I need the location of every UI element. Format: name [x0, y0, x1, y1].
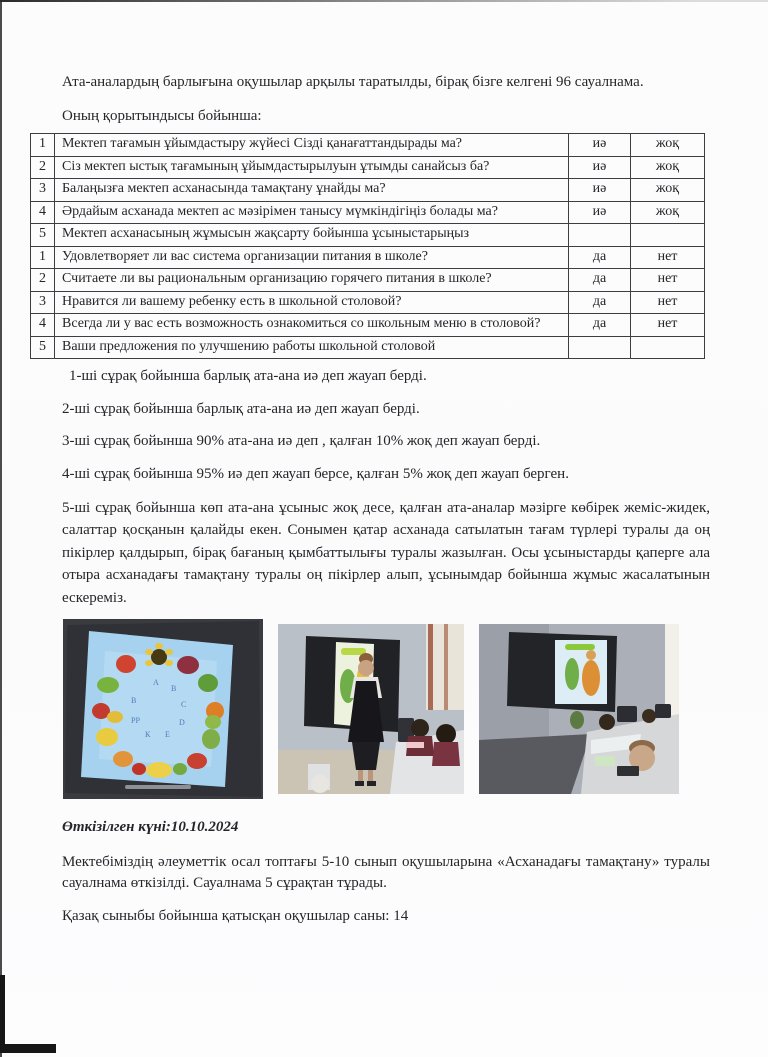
- table-row: [31, 269, 705, 291]
- yes-answer-cell: да: [569, 314, 631, 336]
- finding-paragraph: 5-ші сұрақ бойынша көп ата-ана ұсыныс жоқ десе, қалған ата-аналар мәзірге көбірек жеміс-жидек, салаттар қосқанын қалайды екен. Сонымен қатар асханада сатылатын тағам түрлері туралы да оң пікірлер қалдырып, бірақ бағаның қымбаттылығы туралы жазылған. Осы ұсыныстарды қаперге ала отыра асханадағы тамақтану туралы оң пікірлер алып, ұсынымдар бойынша жұмыс жасалатынын ескереміз.: [62, 499, 710, 606]
- table-row: [31, 201, 705, 223]
- question-cell: Балаңызға мектеп асханасында тамақтану ұнайды ма?: [55, 179, 569, 201]
- no-answer-cell: нет: [631, 246, 705, 268]
- survey-table: [30, 133, 705, 359]
- conducted-date-line: Өткізілген күні:10.10.2024: [62, 819, 239, 836]
- yes-answer-cell: иә: [569, 179, 631, 201]
- findings-section: [62, 366, 710, 609]
- question-cell: Всегда ли у вас есть возможность ознакомиться со школьным меню в столовой?: [55, 314, 569, 336]
- survey-info-paragraph: Мектебіміздің әлеуметтік осал топтағы 5-10 сынып оқушыларына «Асханадағы тамақтану» туралы сауалнама өткізілді. Сауалнама 5 сұрақтан тұрады.: [62, 854, 710, 891]
- no-answer-cell: нет: [631, 314, 705, 336]
- yes-answer-cell: да: [569, 291, 631, 313]
- finding-paragraph: 4-ші сұрақ бойынша 95% иә деп жауап берсе, қалған 5% жоқ деп жауап берген.: [62, 466, 569, 483]
- table-row: [31, 179, 705, 201]
- row-number-cell: 2: [31, 156, 55, 178]
- yes-answer-cell: да: [569, 269, 631, 291]
- tv-screen: [507, 632, 617, 712]
- question-cell: Мектеп асханасының жұмысын жақсарту бойынша ұсыныстарыңыз: [55, 224, 569, 246]
- no-answer-cell: [631, 336, 705, 358]
- svg-text:РР: РР: [131, 716, 140, 726]
- no-answer-cell: нет: [631, 291, 705, 313]
- yes-answer-cell: иә: [569, 201, 631, 223]
- svg-text:В: В: [131, 696, 137, 706]
- question-cell: Ваши предложения по улучшению работы школьной столовой: [55, 336, 569, 358]
- row-number-cell: 3: [31, 291, 55, 313]
- row-number-cell: 3: [31, 179, 55, 201]
- row-number-cell: 1: [31, 246, 55, 268]
- table-row: [31, 291, 705, 313]
- no-answer-cell: нет: [631, 269, 705, 291]
- photo-classroom-students: [479, 624, 679, 794]
- question-cell: Мектеп тағамын ұйымдастыру жүйесі Сізді қанағаттандырады ма?: [55, 134, 569, 156]
- table-row: [31, 134, 705, 156]
- question-cell: Сіз мектеп ыстық тағамының ұйымдастырылуын ұтымды санайсыз ба?: [55, 156, 569, 178]
- row-number-cell: 5: [31, 224, 55, 246]
- row-number-cell: 1: [31, 134, 55, 156]
- row-number-cell: 2: [31, 269, 55, 291]
- yes-answer-cell: да: [569, 246, 631, 268]
- students-at-desks: [390, 718, 464, 794]
- yes-answer-cell: иә: [569, 134, 631, 156]
- question-cell: Считаете ли вы рациональным организацию горячего питания в школе?: [55, 269, 569, 291]
- no-answer-cell: жоқ: [631, 179, 705, 201]
- plant: [570, 711, 584, 729]
- question-cell: Әрдайым асханада мектеп ас мәзірімен танысу мүмкіндігіңіз болады ма?: [55, 201, 569, 223]
- svg-text:К: К: [145, 730, 151, 740]
- photo-row: [63, 619, 710, 799]
- finding-paragraph: 2-ші сұрақ бойынша барлық ата-ана иә деп жауап берді.: [62, 400, 420, 417]
- no-answer-cell: жоқ: [631, 156, 705, 178]
- photo-teacher-presentation: [278, 624, 464, 794]
- finding-paragraph: 3-ші сұрақ бойынша 90% ата-ана иә деп , қалған 10% жоқ деп жауап берді.: [62, 433, 541, 450]
- no-answer-cell: жоқ: [631, 201, 705, 223]
- row-number-cell: 4: [31, 314, 55, 336]
- yes-answer-cell: иә: [569, 156, 631, 178]
- participants-count-line: Қазақ сыныбы бойынша қатысқан оқушылар саны: 14: [62, 907, 409, 924]
- question-cell: Нравится ли вашему ребенку есть в школьной столовой?: [55, 291, 569, 313]
- intro-paragraph: Ата-аналардың барлығына оқушылар арқылы таратылды, бірақ бізге келгені 96 сауалнама.: [62, 74, 644, 90]
- table-row: [31, 246, 705, 268]
- svg-text:С: С: [181, 700, 187, 710]
- table-row: [31, 314, 705, 336]
- svg-text:D: D: [179, 718, 185, 728]
- row-number-cell: 5: [31, 336, 55, 358]
- yes-answer-cell: [569, 224, 631, 246]
- row-number-cell: 4: [31, 201, 55, 223]
- finding-paragraph: 1-ші сұрақ бойынша барлық ата-ана иә деп жауап берді.: [69, 368, 427, 385]
- svg-text:А: А: [153, 678, 159, 688]
- svg-text:Е: Е: [165, 730, 170, 740]
- photo-vitamins-slide: [63, 619, 263, 799]
- pupil-white-cap: [311, 775, 329, 793]
- svg-text:В: В: [171, 684, 177, 694]
- no-answer-cell: жоқ: [631, 134, 705, 156]
- yes-answer-cell: [569, 336, 631, 358]
- table-row: [31, 336, 705, 358]
- results-heading: Оның қорытындысы бойынша:: [62, 107, 262, 124]
- question-cell: Удовлетворяет ли вас система организации питания в школе?: [55, 246, 569, 268]
- no-answer-cell: [631, 224, 705, 246]
- table-row: [31, 156, 705, 178]
- table-row: [31, 224, 705, 246]
- survey-table-body: [31, 134, 705, 359]
